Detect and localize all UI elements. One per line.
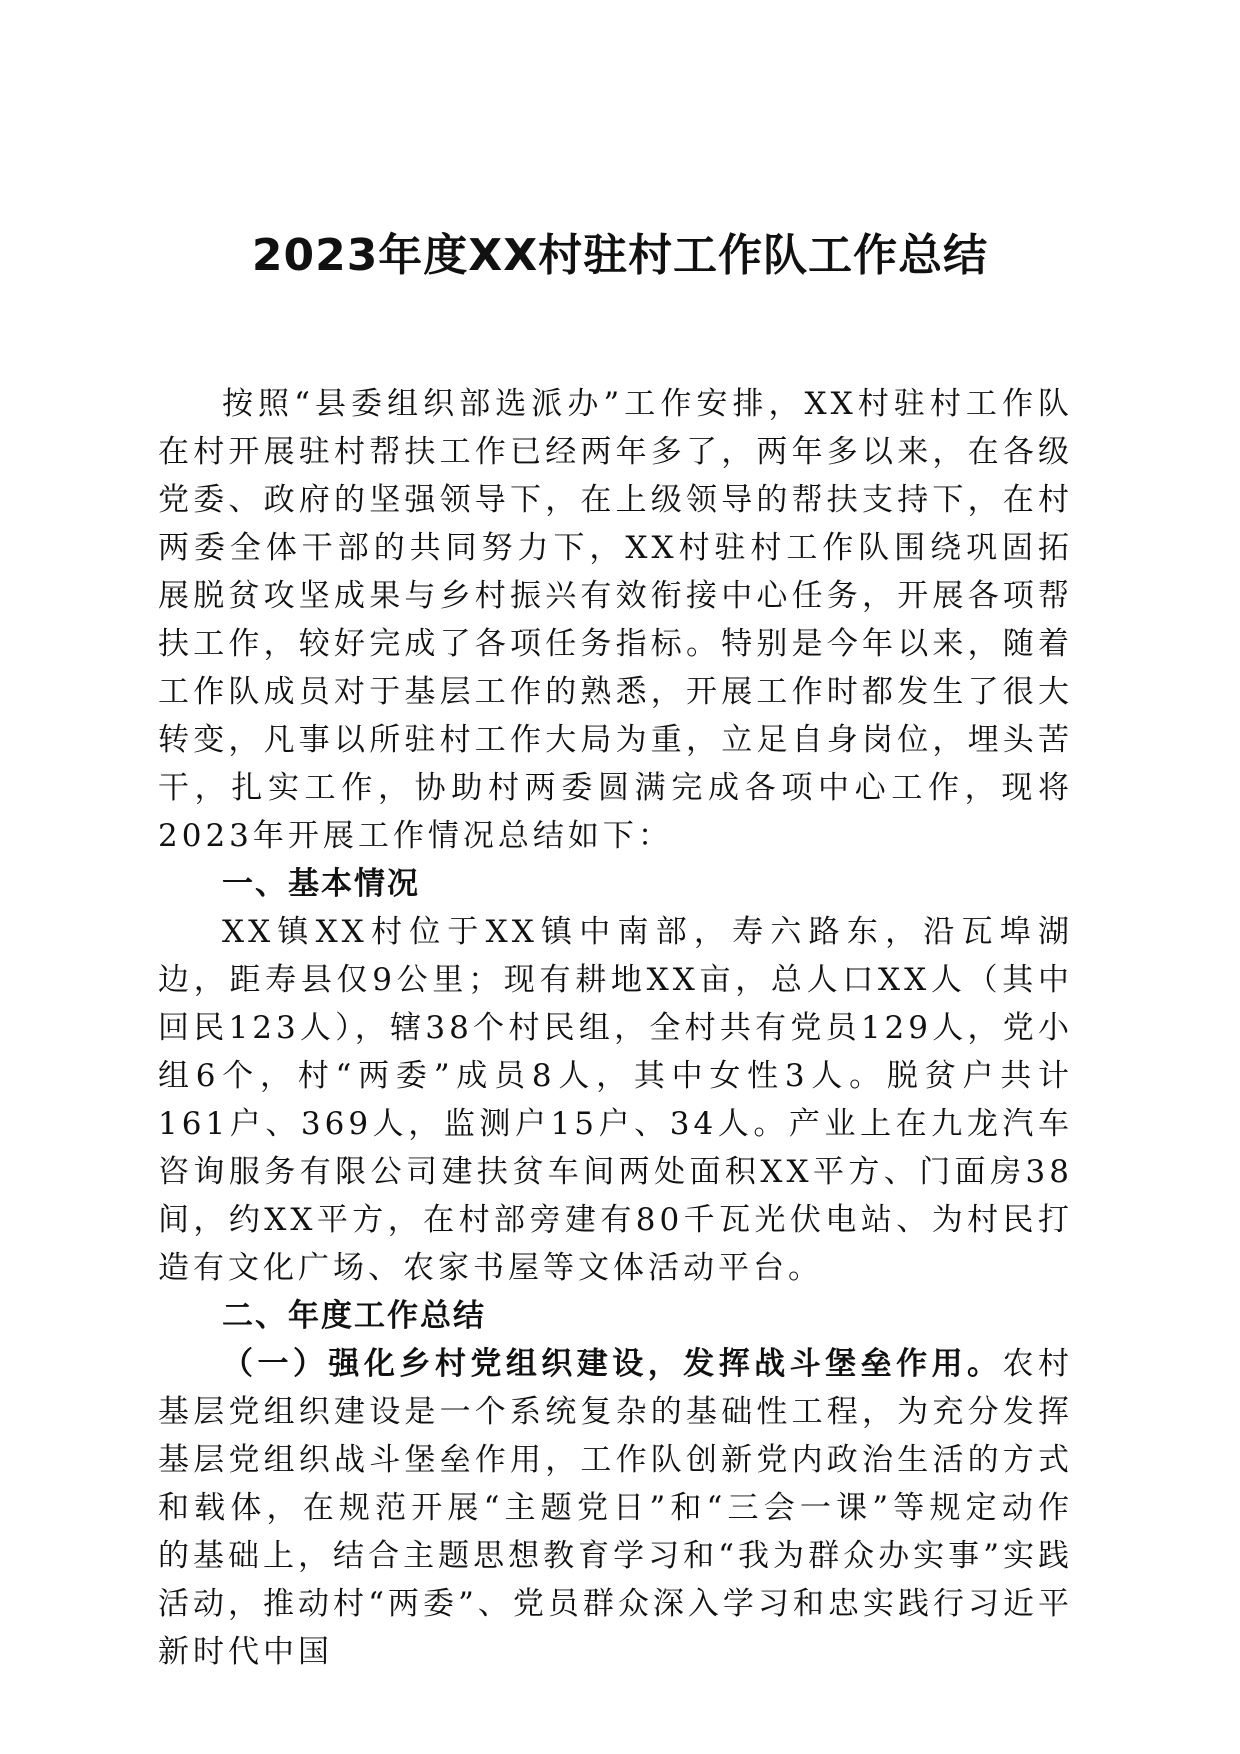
basic-info-paragraph: XX镇XX村位于XX镇中南部，寿六路东，沿瓦埠湖边，距寿县仅9公里；现有耕地XX亩，总人口XX人（其中回民123人），辖38个村民组，全村共有党员129人，党小组6个，村“两委”成员8人，其中女性3人。脱贫户共计161户、369人，监测户15户、34人。产业上在九龙汽车咨询服务有限公司建扶贫车间两处面积XX平方、门面房38间，约XX平方，在村部旁建有80千瓦光伏电站、为村民打造有文化广场、农家书屋等文体活动平台。 xyxy=(158,914,1073,1286)
intro-paragraph: 按照“县委组织部选派办”工作安排，XX村驻村工作队在村开展驻村帮扶工作已经两年多了，两年多以来，在各级党委、政府的坚强领导下，在上级领导的帮扶支持下，在村两委全体干部的共同努力下，XX村驻村工作队围绕巩固拓展脱贫攻坚成果与乡村振兴有效衔接中心任务，开展各项帮扶工作，较好完成了各项任务指标。特别是今年以来，随着工作队成员对于基层工作的熟悉，开展工作时都发生了很大转变，凡事以所驻村工作大局为重，立足自身岗位，埋头苦干，扎实工作，协助村两委圆满完成各项中心工作，现将2023年开展工作情况总结如下： xyxy=(158,386,1073,854)
document-title: 2023年度XX村驻村工作队工作总结 xyxy=(251,230,989,281)
section-heading-basic-info: 一、基本情况 xyxy=(222,866,420,902)
section-1-paragraph xyxy=(158,1340,1073,1676)
section-1-lead: （一）强化乡村党组织建设，发挥战斗堡垒作用。 xyxy=(222,1346,1003,1382)
document-body xyxy=(158,380,1073,1676)
section-1-body: 农村基层党组织建设是一个系统复杂的基础性工程，为充分发挥基层党组织战斗堡垒作用，工作队创新党内政治生活的方式和载体，在规范开展“主题党日”和“三会一课”等规定动作的基础上，结合主题思想教育学习和“我为群众办实事”实践活动，推动村“两委”、党员群众深入学习和忠实践行习近平新时代中国 xyxy=(158,1346,1074,1670)
section-heading-annual-summary: 二、年度工作总结 xyxy=(222,1298,486,1334)
